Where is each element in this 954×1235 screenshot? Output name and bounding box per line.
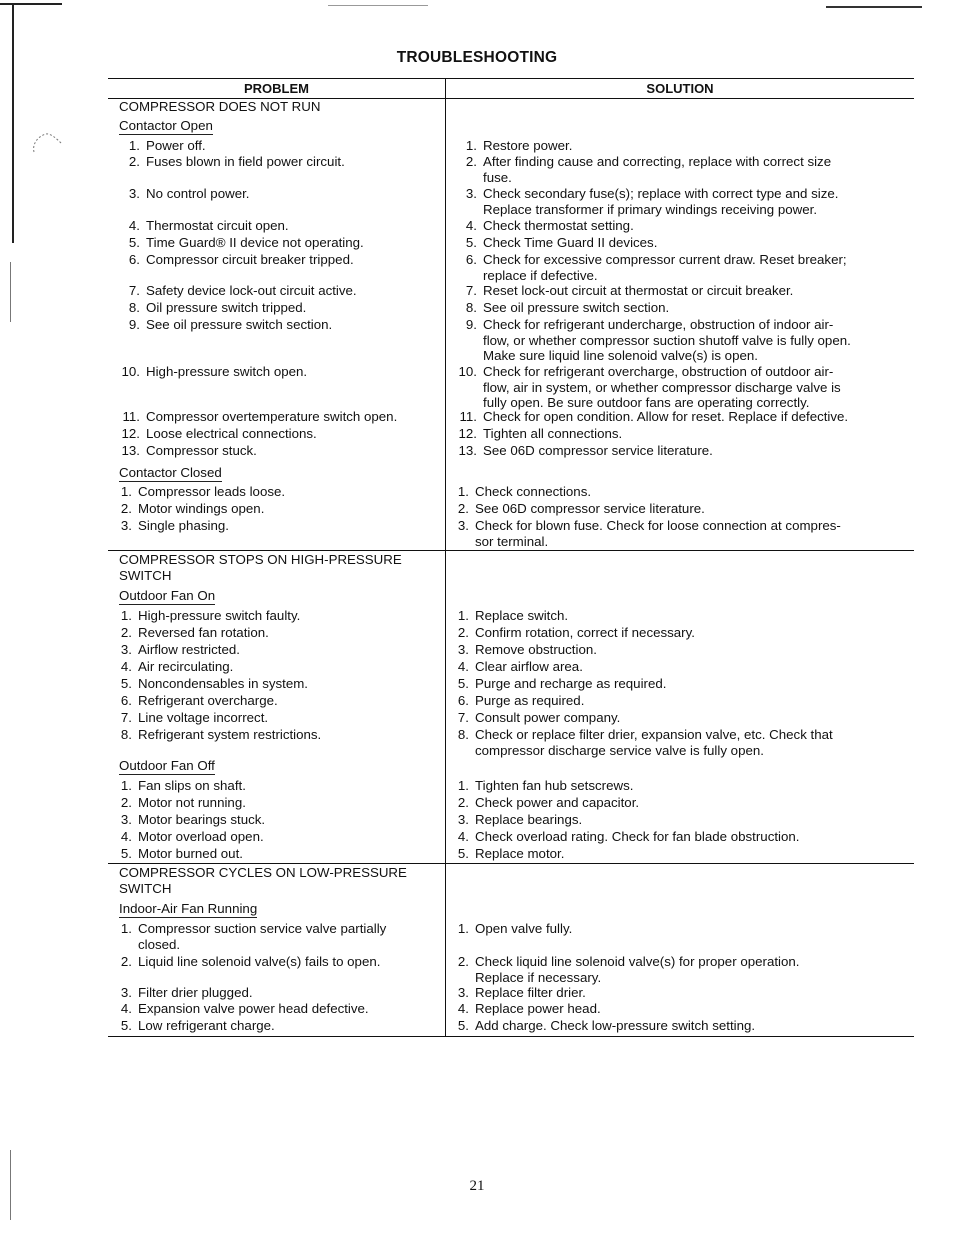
item-number: 2.	[457, 954, 469, 969]
item-number: 11.	[459, 409, 477, 424]
solution-item	[455, 778, 633, 794]
item-number: 3.	[457, 985, 469, 1000]
item-number: 5.	[465, 235, 477, 250]
item-text: Thermostat circuit open.	[146, 218, 289, 233]
column-header-solution: SOLUTION	[646, 81, 714, 96]
problem-item	[118, 1001, 369, 1017]
item-text: High-pressure switch faulty.	[138, 608, 301, 623]
problem-item	[118, 501, 264, 517]
item-number: 4.	[128, 218, 140, 233]
item-text: Airflow restricted.	[138, 642, 240, 657]
item-text: Motor windings open.	[138, 501, 265, 516]
subsection-label: Indoor-Air Fan Running	[119, 901, 258, 916]
item-text: Replace filter drier.	[475, 985, 586, 1000]
item-text-continued: Make sure liquid line solenoid valve(s) is open.	[483, 348, 758, 363]
solution-item	[455, 659, 583, 675]
subsection-label: Outdoor Fan Off	[119, 758, 215, 773]
problem-item	[118, 846, 243, 862]
item-number: 1.	[457, 921, 469, 936]
section-heading-line: COMPRESSOR DOES NOT RUN	[119, 99, 321, 114]
problem-item	[118, 812, 265, 828]
problem-item	[118, 608, 300, 624]
item-text: Refrigerant overcharge.	[138, 693, 278, 708]
item-number: 4.	[457, 659, 469, 674]
item-text: Compressor leads loose.	[138, 484, 286, 499]
item-text: Motor overload open.	[138, 829, 264, 844]
solution-item	[455, 608, 568, 624]
subsection-heading	[119, 758, 215, 774]
crop-mark-vertical	[12, 3, 14, 243]
item-text: Check liquid line solenoid valve(s) for proper operation.	[475, 954, 800, 969]
subsection-label: Contactor Closed	[119, 465, 222, 480]
item-text-continued: flow, or whether compressor suction shutoff valve is fully open.	[483, 332, 851, 348]
item-number: 13.	[121, 443, 140, 458]
subsection-heading	[119, 465, 222, 481]
item-number: 7.	[120, 710, 132, 725]
item-text: Line voltage incorrect.	[138, 710, 269, 725]
item-text: Check overload rating. Check for fan blade obstruction.	[475, 829, 800, 844]
item-number: 2.	[120, 954, 132, 969]
solution-item	[455, 501, 705, 517]
scan-smudge-icon	[28, 130, 68, 160]
item-number: 5.	[457, 676, 469, 691]
item-text-continued: sor terminal.	[475, 533, 549, 549]
item-text: Check for excessive compressor current draw. Reset breaker;	[483, 252, 847, 267]
scan-line-top-right	[826, 6, 922, 8]
item-text: Tighten fan hub setscrews.	[475, 778, 634, 793]
solution-item	[455, 317, 851, 364]
item-number: 8.	[128, 300, 140, 315]
item-text: Filter drier plugged.	[138, 985, 253, 1000]
item-text-continued: Replace transformer if primary windings receiving power.	[483, 201, 818, 217]
item-number: 12.	[121, 426, 140, 441]
item-text: Confirm rotation, correct if necessary.	[475, 625, 695, 640]
solution-item	[455, 676, 666, 692]
item-number: 2.	[457, 795, 469, 810]
item-text: Single phasing.	[138, 518, 229, 533]
subsection-label: Contactor Open	[119, 118, 213, 133]
table-top-rule	[108, 78, 914, 79]
item-number: 2.	[457, 625, 469, 640]
item-text: Refrigerant system restrictions.	[138, 727, 322, 742]
item-number: 1.	[457, 778, 469, 793]
item-text: Purge and recharge as required.	[475, 676, 667, 691]
item-text: Motor burned out.	[138, 846, 243, 861]
page-title: TROUBLESHOOTING	[396, 49, 558, 66]
subsection-heading	[119, 118, 213, 134]
column-divider	[445, 78, 446, 1037]
solution-item	[455, 1018, 755, 1034]
scan-artifact	[10, 262, 11, 322]
item-text: Compressor overtemperature switch open.	[146, 409, 398, 424]
item-number: 6.	[120, 693, 132, 708]
item-text: Purge as required.	[475, 693, 585, 708]
item-text: Consult power company.	[475, 710, 621, 725]
item-text: Compressor stuck.	[146, 443, 257, 458]
problem-item	[118, 317, 332, 333]
item-number: 10.	[458, 364, 477, 379]
subsection-heading	[119, 901, 257, 917]
item-text: Air recirculating.	[138, 659, 234, 674]
problem-item	[118, 283, 357, 299]
problem-item	[118, 778, 246, 794]
item-number: 5.	[457, 846, 469, 861]
solution-item	[455, 252, 847, 283]
item-text: Compressor circuit breaker tripped.	[146, 252, 354, 267]
solution-item	[455, 235, 657, 251]
item-number: 8.	[457, 727, 469, 742]
item-number: 1.	[457, 608, 469, 623]
item-text: See 06D compressor service literature.	[475, 501, 705, 516]
problem-item	[118, 710, 268, 726]
item-text-continued: Replace if necessary.	[475, 969, 602, 985]
problem-item	[118, 829, 264, 845]
item-number: 6.	[457, 693, 469, 708]
item-number: 8.	[120, 727, 132, 742]
item-number: 4.	[120, 1001, 132, 1016]
section-heading-line: SWITCH	[119, 880, 172, 896]
problem-item	[118, 443, 257, 459]
item-text: Check power and capacitor.	[475, 795, 640, 810]
item-text-continued: fuse.	[483, 169, 512, 185]
item-text: Check connections.	[475, 484, 592, 499]
troubleshooting-table	[108, 78, 914, 1038]
item-number: 2.	[457, 501, 469, 516]
item-text: Check for open condition. Allow for reset. Replace if defective.	[483, 409, 849, 424]
section-heading	[119, 552, 402, 583]
problem-item	[118, 154, 345, 170]
solution-item	[455, 186, 838, 217]
item-number: 2.	[128, 154, 140, 169]
solution-item	[455, 985, 586, 1001]
item-text: High-pressure switch open.	[146, 364, 308, 379]
item-number: 4.	[120, 659, 132, 674]
item-text: Check or replace filter drier, expansion valve, etc. Check that	[475, 727, 833, 742]
problem-item	[118, 1018, 275, 1034]
problem-item	[118, 235, 364, 251]
solution-item	[455, 727, 833, 758]
item-text: See oil pressure switch section.	[483, 300, 670, 315]
item-number: 3.	[457, 642, 469, 657]
item-text-continued: closed.	[138, 936, 181, 952]
item-text-continued: fully open. Be sure outdoor fans are operating correctly.	[483, 395, 810, 410]
problem-item	[118, 642, 240, 658]
item-number: 3.	[457, 812, 469, 827]
problem-item	[118, 985, 253, 1001]
subsection-label: Outdoor Fan On	[119, 588, 216, 603]
solution-item	[455, 443, 713, 459]
item-number: 1.	[128, 138, 140, 153]
item-text: Loose electrical connections.	[146, 426, 317, 441]
problem-item	[118, 426, 317, 442]
item-number: 3.	[465, 186, 477, 201]
item-number: 2.	[465, 154, 477, 169]
item-text: Motor bearings stuck.	[138, 812, 266, 827]
item-number: 9.	[128, 317, 140, 332]
solution-item	[455, 484, 591, 500]
table-bottom-rule	[108, 1036, 914, 1037]
page-number: 21	[469, 1178, 485, 1194]
item-number: 2.	[120, 625, 132, 640]
section-heading-line: SWITCH	[119, 567, 172, 583]
problem-item	[118, 186, 249, 202]
item-number: 3.	[120, 642, 132, 657]
problem-item	[118, 138, 206, 154]
item-text: Fuses blown in field power circuit.	[146, 154, 345, 169]
scan-line-top	[328, 5, 428, 6]
solution-item	[455, 409, 848, 425]
solution-item	[455, 710, 620, 726]
item-text: Noncondensables in system.	[138, 676, 308, 691]
item-number: 3.	[457, 518, 469, 533]
item-number: 4.	[457, 829, 469, 844]
solution-item	[455, 921, 572, 937]
problem-item	[118, 693, 278, 709]
solution-item	[455, 795, 639, 811]
item-number: 3.	[120, 812, 132, 827]
item-number: 7.	[128, 283, 140, 298]
solution-item	[455, 693, 584, 709]
item-number: 7.	[465, 283, 477, 298]
item-text: Power off.	[146, 138, 206, 153]
item-number: 3.	[120, 518, 132, 533]
item-number: 10.	[121, 364, 140, 379]
problem-item	[118, 676, 308, 692]
item-text: Clear airflow area.	[475, 659, 583, 674]
item-text: Check for refrigerant undercharge, obstruction of indoor air-	[483, 317, 834, 332]
item-text: Safety device lock-out circuit active.	[146, 283, 357, 298]
problem-item	[118, 659, 233, 675]
item-number: 5.	[120, 676, 132, 691]
item-number: 1.	[465, 138, 477, 153]
item-text: Replace motor.	[475, 846, 565, 861]
item-text: No control power.	[146, 186, 250, 201]
section-heading-line: COMPRESSOR STOPS ON HIGH-PRESSURE	[119, 552, 402, 567]
item-text: Low refrigerant charge.	[138, 1018, 275, 1033]
problem-item	[118, 795, 246, 811]
item-number: 1.	[457, 484, 469, 499]
problem-item	[118, 625, 269, 641]
solution-item	[455, 846, 564, 862]
solution-item	[455, 283, 793, 299]
item-number: 1.	[120, 778, 132, 793]
item-text: Restore power.	[483, 138, 573, 153]
item-text: Replace bearings.	[475, 812, 583, 827]
section-heading	[119, 865, 407, 896]
solution-item	[455, 138, 572, 154]
solution-item	[455, 364, 841, 411]
solution-item	[455, 954, 799, 985]
solution-item	[455, 518, 841, 549]
item-text: See 06D compressor service literature.	[483, 443, 713, 458]
problem-item	[118, 218, 289, 234]
item-text-continued: compressor discharge service valve is fully open.	[475, 742, 764, 758]
item-text: Reset lock-out circuit at thermostat or circuit breaker.	[483, 283, 794, 298]
column-header-problem: PROBLEM	[244, 81, 309, 96]
item-number: 2.	[120, 501, 132, 516]
item-text: Remove obstruction.	[475, 642, 597, 657]
solution-item	[455, 1001, 601, 1017]
item-text: Reversed fan rotation.	[138, 625, 269, 640]
item-text: Oil pressure switch tripped.	[146, 300, 307, 315]
solution-item	[455, 218, 634, 234]
item-number: 5.	[457, 1018, 469, 1033]
problem-item	[118, 484, 285, 500]
item-text: Check for refrigerant overcharge, obstruction of outdoor air-	[483, 364, 834, 379]
solution-item	[455, 154, 831, 185]
item-number: 3.	[128, 186, 140, 201]
item-number: 2.	[120, 795, 132, 810]
item-text: Fan slips on shaft.	[138, 778, 246, 793]
item-text: Compressor suction service valve partially	[138, 921, 387, 936]
item-number: 1.	[120, 484, 132, 499]
solution-item	[455, 812, 582, 828]
item-text-continued: flow, air in system, or whether compressor discharge valve is	[483, 379, 841, 395]
problem-item	[118, 727, 321, 743]
solution-item	[455, 642, 597, 658]
item-text: Add charge. Check low-pressure switch setting.	[475, 1018, 756, 1033]
problem-item	[118, 409, 397, 425]
solution-item	[455, 426, 622, 442]
item-number: 8.	[465, 300, 477, 315]
solution-item	[455, 625, 695, 641]
item-text: See oil pressure switch section.	[146, 317, 333, 332]
solution-item	[455, 300, 669, 316]
item-number: 4.	[120, 829, 132, 844]
problem-item	[118, 300, 306, 316]
item-number: 1.	[120, 608, 132, 623]
item-number: 4.	[457, 1001, 469, 1016]
item-number: 1.	[120, 921, 132, 936]
item-number: 11.	[122, 409, 140, 424]
section-heading-line: COMPRESSOR CYCLES ON LOW-PRESSURE	[119, 865, 407, 880]
item-text: Time Guard® II device not operating.	[146, 235, 364, 250]
item-text: After finding cause and correcting, replace with correct size	[483, 154, 832, 169]
item-text: Check Time Guard II devices.	[483, 235, 658, 250]
problem-item	[118, 364, 307, 380]
solution-item	[455, 829, 799, 845]
item-text: Expansion valve power head defective.	[138, 1001, 369, 1016]
item-text: Motor not running.	[138, 795, 246, 810]
item-number: 5.	[120, 1018, 132, 1033]
crop-mark-horizontal	[0, 3, 62, 5]
item-number: 6.	[128, 252, 140, 267]
problem-item	[118, 954, 380, 970]
item-number: 5.	[128, 235, 140, 250]
item-text: Check secondary fuse(s); replace with correct type and size.	[483, 186, 839, 201]
item-number: 9.	[465, 317, 477, 332]
item-text: Tighten all connections.	[483, 426, 623, 441]
item-text: Replace power head.	[475, 1001, 601, 1016]
item-number: 3.	[120, 985, 132, 1000]
item-text: Open valve fully.	[475, 921, 573, 936]
item-text: Check for blown fuse. Check for loose connection at compres-	[475, 518, 841, 533]
problem-item	[118, 921, 386, 952]
problem-item	[118, 252, 354, 268]
section-heading	[119, 99, 320, 115]
item-number: 4.	[465, 218, 477, 233]
item-number: 5.	[120, 846, 132, 861]
item-number: 12.	[458, 426, 477, 441]
item-number: 6.	[465, 252, 477, 267]
problem-item	[118, 518, 229, 534]
item-text: Check thermostat setting.	[483, 218, 634, 233]
item-text: Replace switch.	[475, 608, 569, 623]
item-text-continued: replace if defective.	[483, 267, 598, 283]
item-text: Liquid line solenoid valve(s) fails to open.	[138, 954, 381, 969]
item-number: 13.	[458, 443, 477, 458]
subsection-heading	[119, 588, 215, 604]
item-number: 7.	[457, 710, 469, 725]
